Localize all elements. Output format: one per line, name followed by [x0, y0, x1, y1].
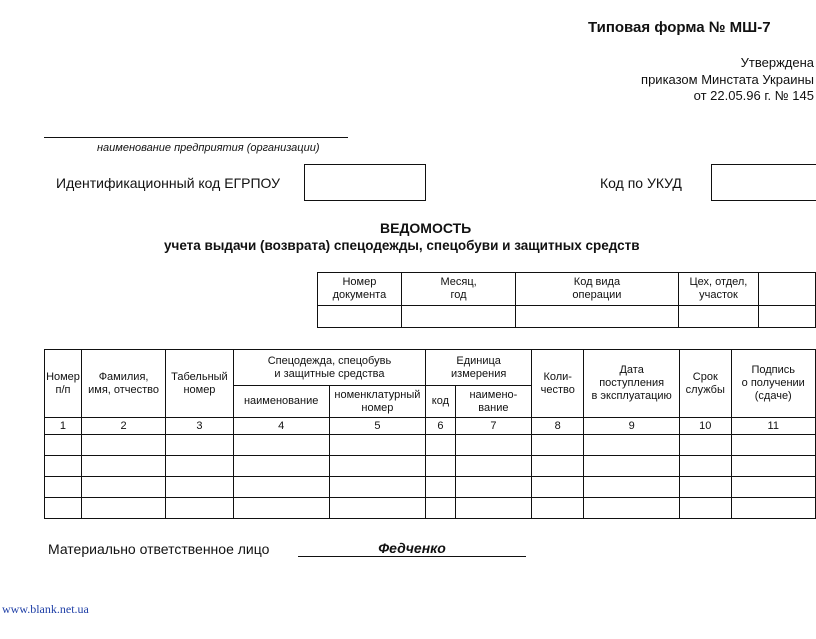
egrpou-label: Идентификационный код ЕГРПОУ	[56, 175, 281, 191]
doc-number-header: Номер документа	[318, 273, 402, 306]
approval-line: Утверждена	[740, 55, 814, 70]
column-number: 10	[680, 418, 731, 435]
month-year-header: Месяц, год	[401, 273, 516, 306]
document-info-table	[317, 272, 816, 328]
doc-number-cell[interactable]	[318, 306, 402, 328]
table-row	[45, 477, 816, 498]
egrpou-field[interactable]	[304, 164, 426, 201]
col-date-header: Дата поступления в эксплуатацию	[584, 350, 680, 418]
col-tab-header: Табельный номер	[166, 350, 234, 418]
column-number: 9	[584, 418, 680, 435]
department-cell[interactable]	[678, 306, 759, 328]
col-number-header: Номер п/п	[45, 350, 82, 418]
column-number: 4	[233, 418, 329, 435]
operation-code-header: Код вида операции	[516, 273, 678, 306]
document-title: ВЕДОМОСТЬ	[380, 220, 472, 236]
col-qty-header: Коли- чество	[532, 350, 584, 418]
col-term-header: Срок службы	[680, 350, 731, 418]
column-number: 5	[329, 418, 426, 435]
website-link[interactable]: www.blank.net.ua	[2, 602, 89, 616]
operation-code-cell[interactable]	[516, 306, 678, 328]
group-unit-header: Единица измерения	[426, 350, 532, 386]
column-number: 1	[45, 418, 82, 435]
ukud-label: Код по УКУД	[600, 175, 682, 191]
ukud-field[interactable]	[711, 164, 816, 201]
column-number: 7	[455, 418, 532, 435]
group-clothing-header: Спецодежда, спецобувь и защитные средства	[233, 350, 425, 386]
empty-cell[interactable]	[759, 306, 816, 328]
form-type-label: Типовая форма № МШ-7	[588, 19, 771, 36]
organization-name-line[interactable]	[44, 137, 348, 138]
column-number: 11	[731, 418, 816, 435]
responsible-person-label: Материально ответственное лицо	[48, 541, 270, 557]
column-number: 8	[532, 418, 584, 435]
table-row	[45, 498, 816, 519]
sub-unit-name-header: наимено- вание	[455, 386, 532, 418]
responsible-person-name[interactable]: Федченко	[378, 540, 446, 556]
table-row	[45, 435, 816, 456]
issuance-table	[44, 349, 816, 519]
col-name-header: Фамилия, имя, отчество	[81, 350, 165, 418]
sub-naming-header: наименование	[233, 386, 329, 418]
sub-code-header: код	[426, 386, 455, 418]
document-subtitle: учета выдачи (возврата) спецодежды, спецобуви и защитных средств	[164, 238, 640, 253]
department-header: Цех, отдел, участок	[678, 273, 759, 306]
approval-line: от 22.05.96 г. № 145	[693, 88, 814, 103]
column-number: 6	[426, 418, 455, 435]
col-sign-header: Подпись о получении (сдаче)	[731, 350, 816, 418]
sub-nomenclature-header: номенклатурный номер	[329, 386, 426, 418]
table-row	[45, 456, 816, 477]
column-number: 3	[166, 418, 234, 435]
column-number: 2	[81, 418, 165, 435]
empty-header-cell	[759, 273, 816, 306]
approval-line: приказом Минстата Украины	[641, 71, 814, 87]
organization-caption: наименование предприятия (организации)	[97, 142, 320, 154]
column-number-row	[45, 418, 816, 435]
responsible-person-line	[298, 556, 526, 557]
approval-block	[641, 55, 814, 105]
month-year-cell[interactable]	[401, 306, 516, 328]
